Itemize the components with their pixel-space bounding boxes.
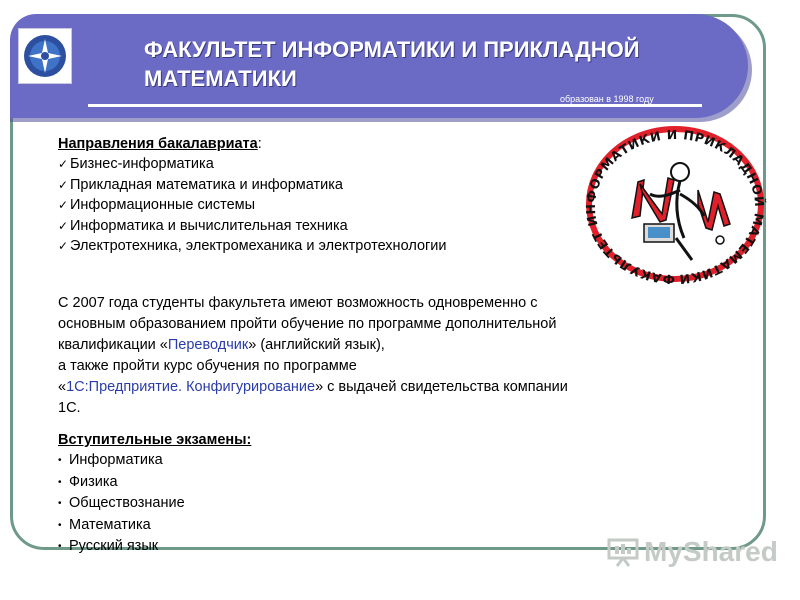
list-item — [58, 236, 447, 257]
list-item-label: Обществознание — [69, 495, 185, 511]
paragraph-line — [58, 335, 698, 356]
header-divider — [88, 104, 702, 107]
list-item-label: Прикладная математика и информатика — [70, 176, 343, 193]
info-paragraph — [58, 293, 698, 419]
watermark-text: MyShared — [644, 536, 778, 567]
paragraph-text: квалификации « — [58, 337, 168, 353]
list-item — [58, 472, 251, 494]
list-item-label: Русский язык — [69, 538, 159, 554]
list-item-label: Бизнес-информатика — [70, 156, 214, 172]
list-item — [58, 536, 251, 558]
list-item — [58, 195, 447, 216]
list-item-label: Информационные системы — [70, 197, 256, 213]
bullet-icon: • — [58, 476, 62, 488]
bachelor-list — [58, 154, 447, 257]
faculty-emblem-icon — [580, 120, 770, 288]
list-item — [58, 154, 447, 175]
checkmark-icon: ✓ — [58, 177, 69, 192]
paragraph-text: « — [58, 379, 67, 395]
list-item-label: Физика — [69, 473, 118, 490]
list-item-label: Математика — [69, 516, 151, 533]
bullet-icon: • — [58, 455, 62, 466]
watermark — [606, 536, 778, 568]
checkmark-icon: ✓ — [58, 218, 69, 233]
university-logo-icon — [18, 28, 72, 84]
translator-program-link: Переводчик — [167, 337, 249, 353]
bullet-icon: • — [58, 519, 62, 531]
paragraph-line: С 2007 года студенты факультета имеют возможность одновременно с — [58, 295, 538, 311]
list-item — [58, 515, 251, 537]
emblem-ring-text: ФАКУЛЬТЕТ ИНФОРМАТИКИ И ПРИКЛАДНОЙ МАТЕМАТИКИ — [582, 126, 768, 288]
list-item — [58, 450, 251, 472]
checkmark-icon: ✓ — [58, 157, 69, 171]
exams-list — [58, 450, 251, 558]
title-line-2: МАТЕМАТИКИ — [144, 66, 297, 91]
paragraph-line: основным образованием пройти обучение по программе дополнительной — [58, 316, 557, 332]
page-title — [144, 35, 684, 93]
presentation-icon — [606, 537, 640, 567]
checkmark-icon: ✓ — [58, 198, 69, 212]
paragraph-line: а также пройти курс обучения по программе — [58, 358, 357, 374]
exams-heading: Вступительные экзамены: — [58, 432, 252, 448]
paragraph-line: 1С. — [58, 400, 81, 416]
list-item-label: Информатика и вычислительная техника — [70, 217, 348, 234]
list-item-label: Информатика — [69, 452, 163, 468]
bullet-icon: • — [58, 498, 62, 509]
list-item — [58, 175, 447, 196]
bullet-icon: • — [58, 541, 62, 552]
paragraph-text: » с выдачей свидетельства компании — [315, 379, 568, 395]
bachelor-section — [58, 134, 447, 257]
list-item — [58, 216, 447, 237]
list-item — [58, 493, 251, 515]
1c-program-link: 1С:Предприятие. Конфигурирование — [66, 379, 316, 395]
paragraph-text: » (английский язык), — [248, 337, 385, 353]
checkmark-icon: ✓ — [58, 239, 69, 253]
list-item-label: Электротехника, электромеханика и электротехнологии — [70, 238, 447, 254]
bachelor-heading: Направления бакалавриата — [58, 136, 258, 152]
founded-note: образован в 1998 году — [560, 94, 654, 104]
bachelor-heading-colon: : — [257, 136, 262, 152]
exams-section — [58, 430, 251, 558]
paragraph-line — [58, 377, 698, 398]
title-line-1: ФАКУЛЬТЕТ ИНФОРМАТИКИ И ПРИКЛАДНОЙ — [144, 37, 640, 62]
